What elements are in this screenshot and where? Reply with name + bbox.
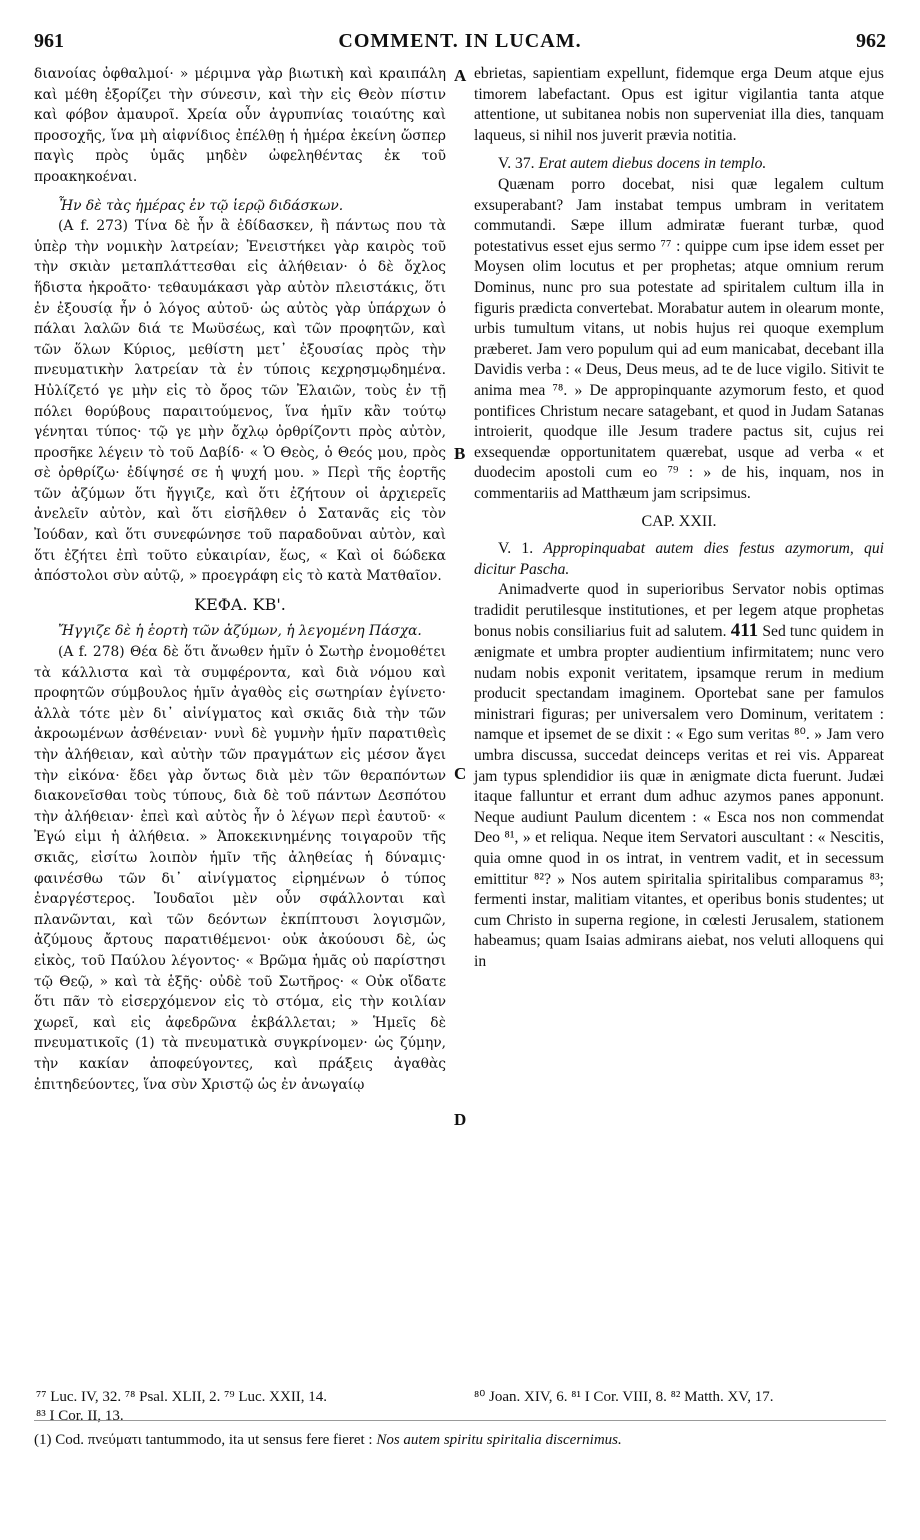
margin-letter-b: B	[454, 444, 466, 463]
greek-verse-37: Ἦν δὲ τὰς ἡμέρας ἐν τῷ ἱερῷ διδάσκων.	[58, 197, 344, 214]
running-header	[34, 30, 886, 54]
latin-verse-1-text: Appropinquabat autem dies festus azymorum, qui dicitur Pascha.	[474, 540, 884, 578]
latin-section-heading: CAP. XXII.	[641, 513, 717, 531]
latin-verse-37-ref: V. 37.	[498, 155, 535, 173]
greek-section-heading: ΚΕΦΑ. ΚΒ'.	[194, 594, 286, 614]
footnote-line: ⁸⁰ Joan. XIV, 6. ⁸¹ I Cor. VIII, 8. ⁸² Matth. XV, 17.	[474, 1389, 774, 1405]
footnote-line: ⁷⁷ Luc. IV, 32. ⁷⁸ Psal. XLII, 2. ⁷⁹ Luc. XXII, 14.	[36, 1389, 328, 1405]
left-page-number: 961	[34, 30, 64, 52]
latin-paragraph-2: Quænam porro docebat, nisi quæ legalem cultum exsuperabant? Jam instabat tempus umbram in veritatem commutandi. Sæpe illum admiratæ fuerant turbæ, quod potestativus esset ejus sermo ⁷⁷ : quippe cum ipse idem esset per Moysen olim locutus et per prophetas; atque omnium rerum Dominus, nunc pro sua potestate ad spiritalem cultum illa in figuris prædicta convertebat. Morabatur autem in olearum monte, urbis tumultum vitans, ut nobis hujus rei quoque exemplum præberet. Jam vero populum qui ad eum manicabat, decebant illa Davidis verba : « Deus, Deus meus, ad te de luce vigilo. Sitivit te anima mea ⁷⁸. » De appropinquante azymorum festo, et quod pontifices Christum necare satagebant, et quod in Judam Satanas introierit, quodque ille Jesum tradere pactus sit, cujus rei exsequendæ opportunitatem quærebat, usque ad verba « et duodecim apostoli cum eo ⁷⁹ : » de his, inquam, nos in commentariis ad Matthæum jam scripsimus.	[474, 175, 884, 502]
latin-paragraph-3-part-b: Sed tunc quidem in ænigmate et umbra propter audientium infirmitatem; nunc vero nudam nobis exponit veritatem, ipsamque rerum in medium producit spectandam imaginem. Oportebat sane per famulos ministrari figuras; per universalem vero Dominum, veritatem : namque et ipsemet de se dixit : « Ego sum veritas ⁸⁰. » Jam vero umbra discussa, succedat deinceps veritas et rei vis. Appareat jam typus splendidior iis quæ in ænigmate dicta fuerunt. Judæi itaque falluntur et errant dum adhuc azymos panes apponunt. Neque audiunt Paulum dicentem : « Esca nos non commendat Deo ⁸¹, » et reliqua. Neque item Servatori auscultant : « Nescitis, quia omne quod in os intrat, in ventrem vadit, et in secessum emittitur ⁸²? » Nos autem spiritalia spiritalibus comparamus ⁸³; fermenti instar, malitiam vitantes, et operibus bonis studentes; ut cum Christo in superna regione, in cœlesti Jerusalem, stationem habeamus; quam Isaias admirans aiebat, nos veluti alloquens qui in	[474, 623, 884, 970]
footnote-line: ⁸³ I Cor. II, 13.	[36, 1408, 124, 1424]
greek-column	[34, 64, 446, 1095]
critical-note	[34, 1432, 886, 1449]
latin-paragraph-3	[474, 580, 884, 972]
greek-verse-1: Ἤγγιζε δὲ ἡ ἑορτὴ τῶν ἀζύμων, ἡ λεγομένη Πάσχα.	[58, 623, 422, 640]
critical-note-text: (1) Cod. πνεύματι tantummodo, ita ut sensus fere fieret :	[34, 1432, 373, 1448]
latin-column	[474, 64, 884, 973]
footnotes-right	[474, 1388, 886, 1407]
latin-verse-1	[474, 539, 884, 580]
greek-paragraph-2: (A f. 273) Τίνα δὲ ἦν ἃ ἐδίδασκεν, ἢ πάντως που τὰ ὑπὲρ τὴν νομικὴν λατρείαν; Ἐνειστήκει γὰρ καιρὸς τοῦ τὴν σκιὰν μεταπλάττεσθαι εἰς ἀλήθειαν· ὁ δὲ ὄχλος ἥδιστα ἠκροᾶτο· τεθαυμάκασι γὰρ αὐτὸν πλειστάκις, ὅτι ἐν ἐξουσίᾳ ἦν ὁ λόγος αὐτοῦ· ὡς αὐτὸς γὰρ ὑπάρχων ὁ πάλαι λαλῶν διά τε Μωϋσέως, καὶ τῶν προφητῶν, καὶ τῶν ὅλων Κύριος, μεθίστη μετ᾽ ἐξουσίας πρὸς τὴν πνευματικὴν λατρείαν τὰ ἐν τύποις κεχρησμῳδημένα. Ηὐλίζετό γε μὴν εἰς τὸ ὄρος τῶν Ἐλαιῶν, τοὺς ἐν τῇ πόλει θορύβους παραιτούμενος, ἵνα ἡμῖν κἂν τούτῳ γένηται τύπος· τῷ γε μὴν ὄχλῳ ὀρθρίζοντι πρὸς αὐτὸν, προσῆκε λέγειν τὸ τοῦ Δαβίδ· « Ὁ Θεὸς, ὁ Θεός μου, πρὸς σὲ ὀρθρίζω· ἐδίψησέ σε ἡ ψυχή μου. » Περὶ τῆς ἑορτῆς τῶν ἀζύμων ὅτι ἤγγιζε, καὶ ὅτι ἐζήτουν οἱ ἀρχιερεῖς ἀνελεῖν αὐτὸν, καὶ ὅτι εἰσῆλθεν ὁ Σατανᾶς εἰς τὸν Ἰούδαν, καὶ ὅτι συνεφώνησε τοῦ παραδοῦναι αὐτὸν, καὶ ὅτι ἐζήτει ἐπὶ τοῦτο εὐκαιρίαν, ἕως, « Καὶ οἱ δώδεκα ἀπόστολοι σὺν αὐτῷ, » προεγράφη εἰς τὸ κατὰ Ματθαῖον.	[34, 218, 446, 585]
right-page-number: 962	[856, 30, 886, 52]
running-title: COMMENT. IN LUCAM.	[338, 30, 582, 52]
latin-paragraph-3-part-a: Animadverte quod in superioribus Servator nobis optimas tradidit perutilesque institutiones, et per legem atque prophetas bonus nobis consiliarius fuit ad salutem.	[474, 581, 884, 641]
divider	[34, 1420, 886, 1421]
margin-letter-a: A	[454, 66, 467, 85]
margin-letter-c: C	[454, 764, 467, 783]
latin-paragraph-1: ebrietas, sapientiam expellunt, fidemque erga Deum atque ejus timorem labefactant. Opus est igitur vigilantia tanta atque attentione, ut subitanea nobis non superveniat illa dies, tanquam laqueus, si nihil nos juverit prævia notitia.	[474, 65, 884, 144]
margin-letter-d: D	[454, 1110, 467, 1129]
latin-verse-37-text: Erat autem diebus docens in templo.	[538, 155, 767, 173]
greek-paragraph-1: διανοίας ὀφθαλμοί· » μέριμνα γὰρ βιωτικὴ καὶ κραιπάλη καὶ μέθη ἐξορίζει τὴν σύνεσιν, καὶ τὴν εἰς Θεὸν πίστιν καὶ φόβον ἀμαυροῖ. Χρεία οὖν ἀγρυπνίας τοιαύτης καὶ προσοχῆς, ἵνα μὴ αἰφνίδιος ἐπέλθῃ ἡ ἡμέρα ἐκείνη ὥσπερ παγὶς πρὸς ὑμᾶς μηδὲν ὠφεληθέντας ἐκ τοῦ προακηκοέναι.	[34, 66, 446, 185]
critical-note-italic: Nos autem spiritu spiritalia discernimus.	[376, 1432, 622, 1448]
edition-page-number: 411	[730, 620, 759, 642]
latin-verse-1-ref: V. 1.	[498, 540, 534, 558]
latin-verse-37	[474, 154, 884, 175]
greek-paragraph-3: (A f. 278) Θέα δὲ ὅτι ἄνωθεν ἡμῖν ὁ Σωτὴρ ἐνομοθέτει τὰ κάλλιστα καὶ τὰ συμφέροντα, καὶ διὰ νόμου καὶ προφητῶν σύμβουλος ἡμῖν ἀγαθὸς εἰς σωτηρίαν ἐγίνετο· ἀλλὰ τότε μὲν δι᾽ αἰνίγματος καὶ σκιᾶς διὰ τὴν τῶν ἀκροωμένων ἀσθένειαν· νυνὶ δὲ γυμνὴν ἡμῖν παρατιθεὶς τὴν ἀλήθειαν, καὶ αὐτὴν τῶν πραγμάτων εἰς μέσον ἄγει τὴν εἰκόνα· ἔδει γὰρ ὄντως διὰ μὲν τῶν θεραπόντων διακονεῖσθαι τοὺς τύπους, διὰ δὲ τοῦ πάντων Δεσπότου τὴν ἀλήθειαν· ἐπεὶ καὶ αὐτὸς ἦν ὁ λέγων περὶ ἑαυτοῦ· « Ἐγώ εἰμι ἡ ἀλήθεια. » Ἀποκεκινημένης τοιγαροῦν τῆς σκιᾶς, εἰσίτω λοιπὸν ἡμῖν τῆς ἀληθείας ἡ δύναμις· φαινέσθω τῶν δι᾽ αἰνίγματος εἰρημένων ὁ τύπος ἐναργέστερος. Ἰουδαῖοι μὲν οὖν σφάλλονται καὶ πλανῶνται, καὶ τῶν δεόντων ἐκπίπτουσι λογισμῶν, ἀζύμους ἄρτους παρατιθέμενοι· οὐκ ἀκούουσι δὲ, ὡς εἰκὸς, τοῦ Παύλου λέγοντος· « Βρῶμα ἡμᾶς οὐ παρίστησι τῷ Θεῷ, » καὶ τὰ ἑξῆς· οὐδὲ τοῦ Σωτῆρος· « Οὐκ οἴδατε ὅτι πᾶν τὸ εἰσερχόμενον εἰς τὸ στόμα, εἰς τὴν κοιλίαν χωρεῖ, καὶ εἰς ἀφεδρῶνα ἐκβάλλεται; » Ἡμεῖς δὲ πνευματικοῖς (1) τὰ πνευματικὰ συγκρίνομεν· ὡς ζύμην, τὴν κακίαν ἀποφεύγοντες, καὶ πράξεις ἀγαθὰς ἐπιτηδεύοντες, ἵνα σὺν Χριστῷ ὡς ἐν ἀνωγαίῳ	[34, 644, 446, 1093]
